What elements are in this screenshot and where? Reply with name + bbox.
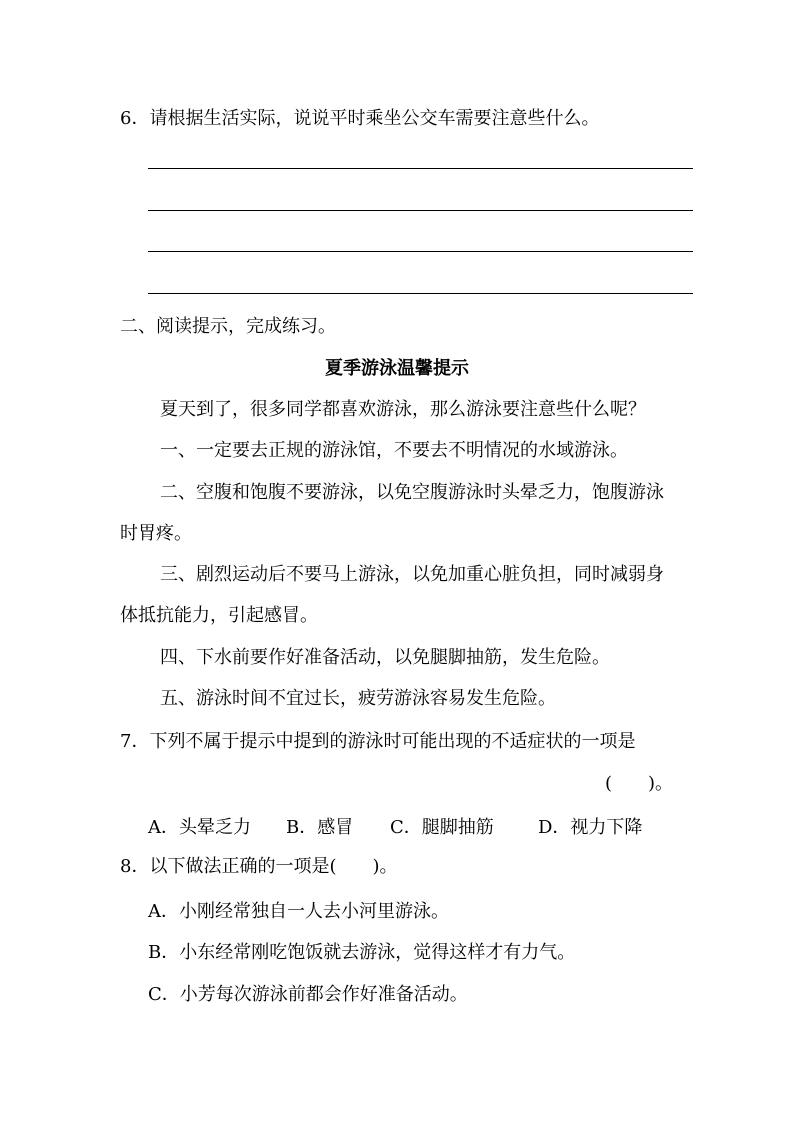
question-7-option-c[interactable]: C．腿脚抽筋 — [390, 817, 494, 838]
article-paragraph-1: 一、一定要去正规的游泳馆，不要去不明情况的水域游泳。 — [160, 440, 628, 461]
question-7-prompt: 7．下列不属于提示中提到的游泳时可能出现的不适症状的一项是 — [120, 731, 636, 752]
answer-line-4[interactable] — [148, 293, 693, 294]
question-8-option-a[interactable]: A．小刚经常独自一人去小河里游泳。 — [148, 901, 449, 922]
answer-line-3[interactable] — [148, 251, 693, 252]
answer-line-2[interactable] — [148, 210, 693, 211]
question-7-option-b[interactable]: B．感冒 — [286, 817, 354, 838]
question-8-option-c[interactable]: C．小芳每次游泳前都会作好准备活动。 — [148, 984, 468, 1005]
article-paragraph-5: 五、游泳时间不宜过长，疲劳游泳容易发生危险。 — [160, 688, 556, 709]
article-paragraph-2: 二、空腹和饱腹不要游泳，以免空腹游泳时头晕乏力，饱腹游泳 — [160, 482, 664, 503]
article-paragraph-3: 三、剧烈运动后不要马上游泳，以免加重心脏负担，同时减弱身 — [160, 564, 664, 585]
question-8-prompt: 8．以下做法正确的一项是( )。 — [120, 856, 398, 877]
section-2-heading: 二、阅读提示，完成练习。 — [120, 316, 336, 337]
question-7-option-a[interactable]: A．头晕乏力 — [148, 817, 251, 838]
question-7-answer-blank[interactable]: ( )。 — [605, 773, 674, 794]
article-paragraph-4: 四、下水前要作好准备活动，以免腿脚抽筋，发生危险。 — [160, 647, 610, 668]
question-6-prompt: 6．请根据生活实际，说说平时乘坐公交车需要注意些什么。 — [120, 108, 600, 129]
question-8-option-b[interactable]: B．小东经常刚吃饱饭就去游泳，觉得这样才有力气。 — [148, 942, 576, 963]
answer-line-1[interactable] — [148, 168, 693, 169]
article-paragraph-3-cont: 体抵抗能力，引起感冒。 — [120, 605, 318, 626]
article-paragraph-2-cont: 时胃疼。 — [120, 523, 192, 544]
question-7-option-d[interactable]: D．视力下降 — [538, 817, 643, 838]
article-paragraph-intro: 夏天到了，很多同学都喜欢游泳，那么游泳要注意些什么呢？ — [160, 399, 646, 420]
article-title: 夏季游泳温馨提示 — [325, 358, 469, 379]
